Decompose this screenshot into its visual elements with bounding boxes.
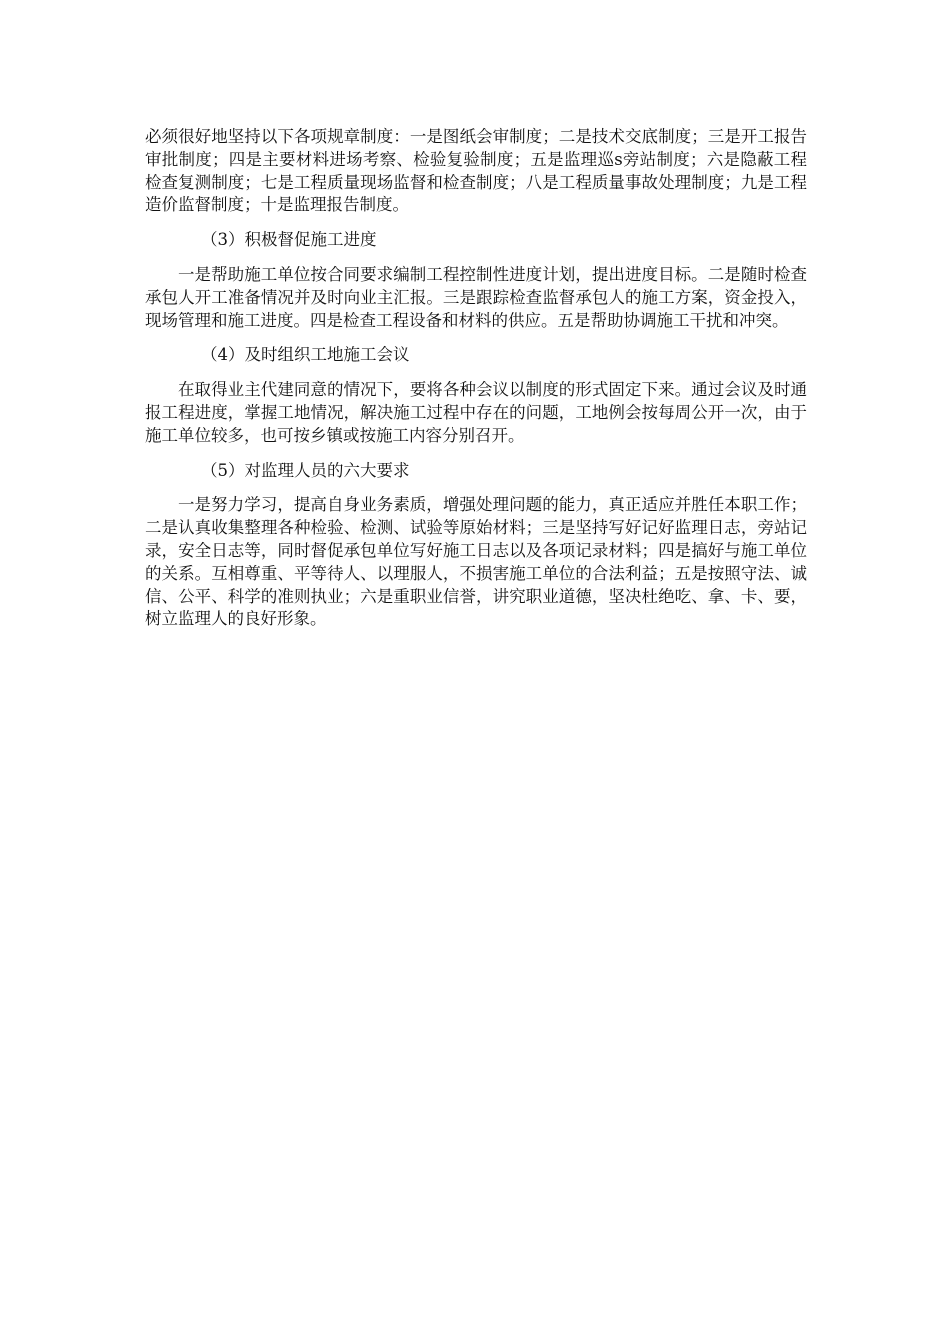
paragraph-meetings: 在取得业主代建同意的情况下，要将各种会议以制度的形式固定下来。通过会议及时通报工程进度，掌握工地情况，解决施工过程中存在的问题，工地例会按每周公开一次，由于施工单位较多，也可按乡镇或按施工内容分别召开。 xyxy=(145,380,807,445)
section-heading-3: （3）积极督促施工进度 xyxy=(201,230,377,250)
paragraph-schedule: 一是帮助施工单位按合同要求编制工程控制性进度计划，提出进度目标。二是随时检查承包人开工准备情况并及时向业主汇报。三是跟踪检查监督承包人的施工方案，资金投入，现场管理和施工进度。四是检查工程设备和材料的供应。五是帮助协调施工干扰和冲突。 xyxy=(145,264,807,330)
paragraph-regulations: 必须很好地坚持以下各项规章制度：一是图纸会审制度；二是技术交底制度；三是开工报告审批制度；四是主要材料进场考察、检验复验制度；五是监理巡s旁站制度；六是隐蔽工程检查复测制度；七是工程质量现场监督和检查制度；八是工程质量事故处理制度；九是工程造价监督制度；十是监理报告制度。 xyxy=(145,127,807,215)
document-body xyxy=(145,126,807,643)
paragraph-requirements: 一是努力学习，提高自身业务素质，增强处理问题的能力，真正适应并胜任本职工作；二是认真收集整理各种检验、检测、试验等原始材料；三是坚持写好记好监理日志，旁站记录，安全日志等，同时督促承包单位写好施工日志以及各项记录材料；四是搞好与施工单位的关系。互相尊重、平等待人、以理服人，不损害施工单位的合法利益；五是按照守法、诚信、公平、科学的准则执业；六是重职业信誉，讲究职业道德，坚决杜绝吃、拿、卡、要，树立监理人的良好形象。 xyxy=(145,495,807,629)
section-heading-5: （5）对监理人员的六大要求 xyxy=(201,460,410,480)
section-heading-4: （4）及时组织工地施工会议 xyxy=(201,345,410,365)
